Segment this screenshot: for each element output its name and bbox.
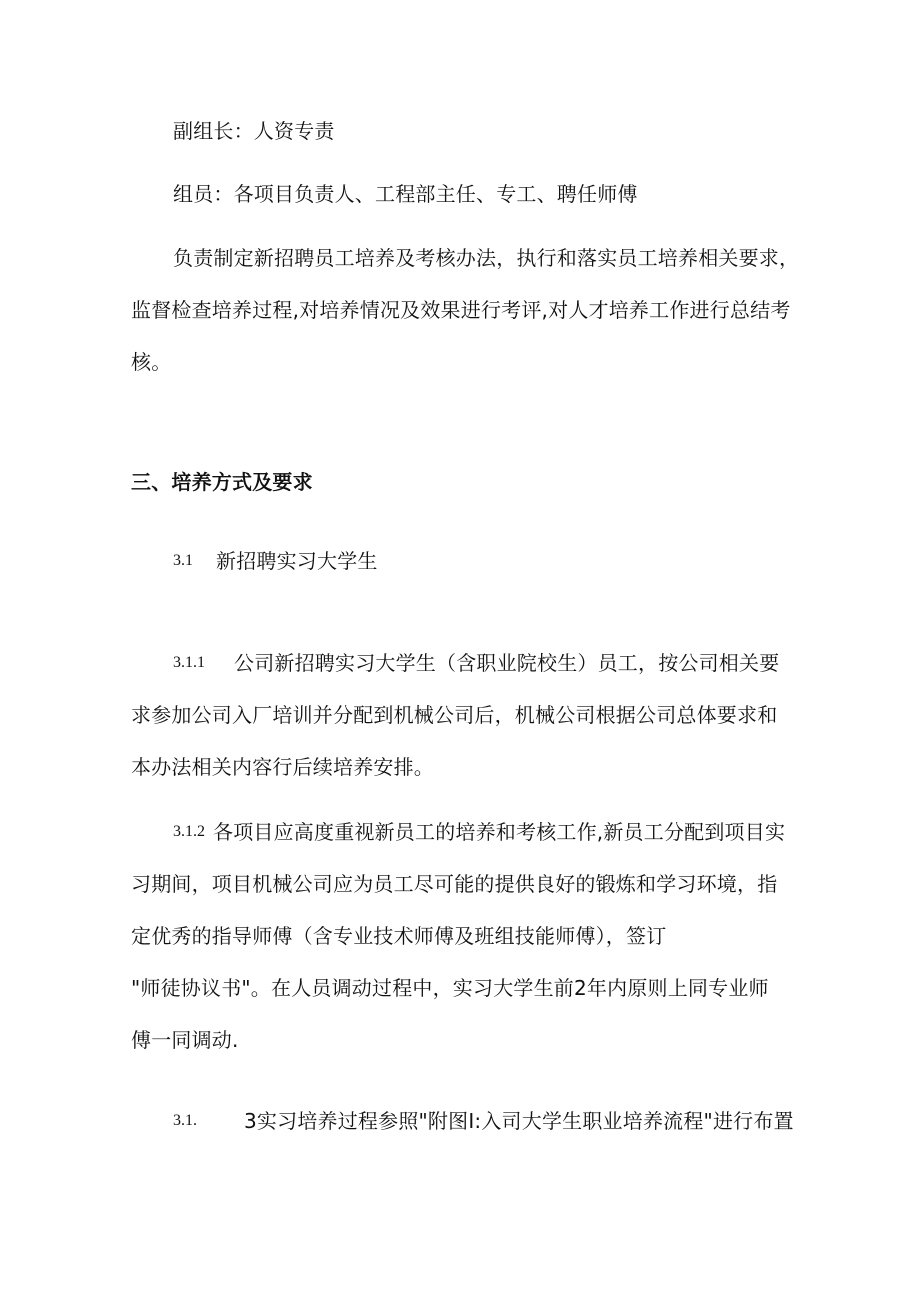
section-3-heading: 三、培养方式及要求	[131, 470, 313, 494]
section-3-1-1-line-1: 公司新招聘实习大学生（含职业院校生）员工，按公司相关要	[234, 651, 780, 675]
section-3-1-2-line-2: 习期间，项目机械公司应为员工尽可能的提供良好的锻炼和学习环境，指	[131, 872, 778, 896]
section-3-1-1-number: 3.1.1	[173, 654, 205, 671]
section-3-1-3-number: 3.1.	[173, 1112, 197, 1129]
members-line: 组员：各项目负责人、工程部主任、专工、聘任师傅	[173, 182, 638, 206]
section-3-1-1-line-2: 求参加公司入厂培训并分配到机械公司后，机械公司根据公司总体要求和	[131, 703, 778, 727]
responsibility-line-2: 监督检查培养过程,对培养情况及效果进行考评,对人才培养工作进行总结考	[131, 298, 791, 322]
section-3-1-1-line-3: 本办法相关内容行后续培养安排。	[131, 755, 434, 779]
responsibility-line-1: 负责制定新招聘员工培养及考核办法，执行和落实员工培养相关要求，	[173, 246, 800, 270]
section-3-1-3-line-1: 3实习培养过程参照"附图I:入司大学生职业培养流程"进行布置	[244, 1109, 794, 1133]
section-3-1-title: 新招聘实习大学生	[216, 549, 378, 573]
section-3-1-2-number: 3.1.2	[173, 823, 205, 840]
section-3-1-2-line-5: 傅一同调动.	[131, 1028, 239, 1052]
section-3-1-number: 3.1	[173, 552, 193, 569]
section-3-1-2-line-4: "师徒协议书"。在人员调动过程中，实习大学生前2年内原则上同专业师	[131, 976, 769, 1000]
section-3-1-2-line-1: 各项目应高度重视新员工的培养和考核工作,新员工分配到项目实	[213, 820, 786, 844]
vice-leader-line: 副组长：人资专责	[173, 119, 335, 143]
section-3-1-2-line-3: 定优秀的指导师傅（含专业技术师傅及班组技能师傅），签订	[131, 924, 667, 948]
responsibility-line-3: 核。	[131, 350, 172, 374]
